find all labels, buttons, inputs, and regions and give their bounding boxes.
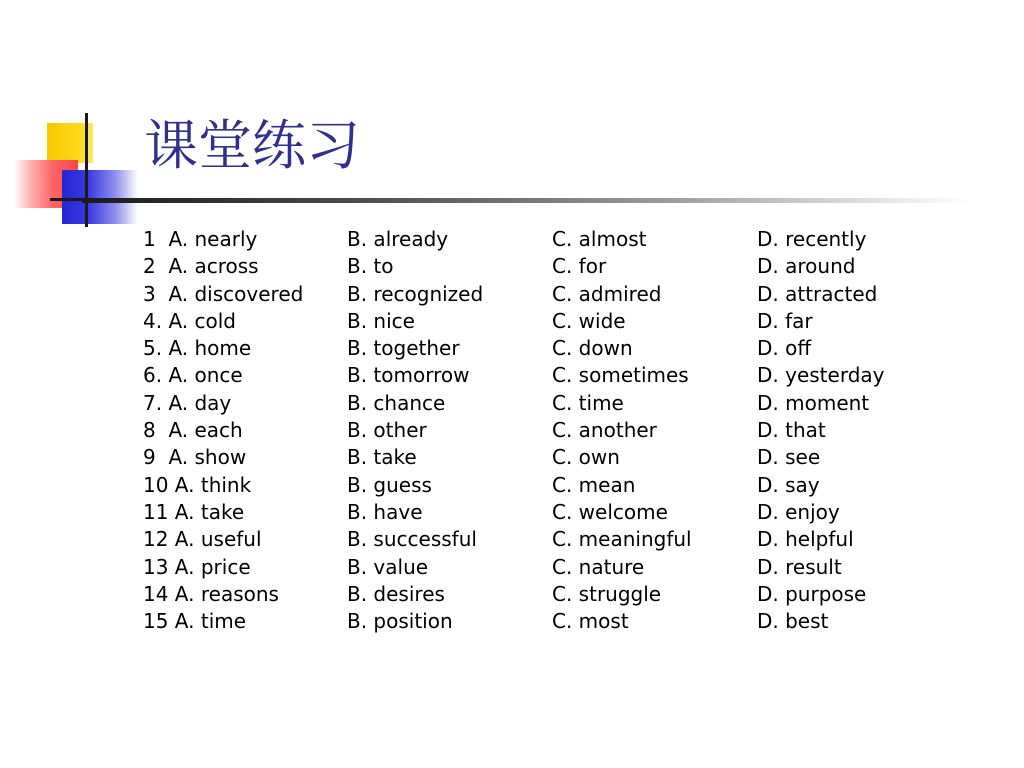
option-b: B. already bbox=[347, 227, 449, 251]
option-c: C. admired bbox=[552, 281, 662, 306]
question-row bbox=[143, 444, 1003, 471]
option-c: C. mean bbox=[552, 472, 636, 497]
option-b: B. successful bbox=[347, 527, 477, 552]
option-a: 9 A. show bbox=[143, 445, 247, 470]
option-b: B. value bbox=[347, 554, 429, 579]
option-c: C. own bbox=[552, 445, 620, 470]
question-row bbox=[143, 308, 1003, 335]
question-row bbox=[143, 499, 1003, 526]
option-b: B. have bbox=[347, 499, 423, 524]
question-row bbox=[143, 226, 1003, 253]
option-c: C. welcome bbox=[552, 499, 668, 524]
option-d: D. moment bbox=[757, 390, 870, 415]
option-b: B. tomorrow bbox=[347, 363, 470, 388]
option-a: 15 A. time bbox=[143, 609, 247, 634]
option-d: D. off bbox=[757, 336, 812, 361]
option-c: C. nature bbox=[552, 554, 645, 579]
option-b: B. together bbox=[347, 336, 460, 361]
option-b: B. position bbox=[347, 609, 453, 634]
option-d: D. far bbox=[757, 308, 813, 333]
question-row bbox=[143, 554, 1003, 581]
option-c: C. most bbox=[552, 609, 629, 634]
option-d: D. attracted bbox=[757, 281, 878, 306]
option-d: D. recently bbox=[757, 227, 867, 251]
option-c: C. another bbox=[552, 418, 657, 443]
option-b: B. desires bbox=[347, 581, 445, 606]
option-a: 8 A. each bbox=[143, 418, 243, 443]
slide-title: 课堂练习 bbox=[144, 114, 360, 177]
title-underline-rule bbox=[82, 198, 972, 203]
option-d: D. see bbox=[757, 445, 821, 470]
question-row bbox=[143, 526, 1003, 553]
option-a: 11 A. take bbox=[143, 499, 245, 524]
option-a: 10 A. think bbox=[143, 472, 252, 497]
option-b: B. other bbox=[347, 418, 427, 443]
option-d: D. yesterday bbox=[757, 363, 885, 388]
option-b: B. guess bbox=[347, 472, 432, 497]
question-row bbox=[143, 362, 1003, 389]
option-d: D. helpful bbox=[757, 527, 854, 552]
option-c: C. time bbox=[552, 390, 624, 415]
option-d: D. that bbox=[757, 418, 826, 443]
option-a: 1 A. nearly bbox=[143, 227, 258, 251]
question-row bbox=[143, 390, 1003, 417]
option-c: C. wide bbox=[552, 308, 626, 333]
question-row bbox=[143, 581, 1003, 608]
option-d: D. say bbox=[757, 472, 820, 497]
option-c: C. meaningful bbox=[552, 527, 692, 552]
option-c: C. for bbox=[552, 254, 607, 279]
logo-vertical-line bbox=[85, 113, 88, 227]
option-d: D. around bbox=[757, 254, 856, 279]
question-row bbox=[143, 608, 1003, 635]
option-d: D. purpose bbox=[757, 581, 867, 606]
question-row bbox=[143, 335, 1003, 362]
option-a: 5. A. home bbox=[143, 336, 252, 361]
option-d: D. enjoy bbox=[757, 499, 840, 524]
option-d: D. best bbox=[757, 609, 829, 634]
option-a: 13 A. price bbox=[143, 554, 251, 579]
question-row bbox=[143, 417, 1003, 444]
option-c: C. struggle bbox=[552, 581, 662, 606]
option-a: 14 A. reasons bbox=[143, 581, 279, 606]
option-a: 2 A. across bbox=[143, 254, 259, 279]
option-b: B. to bbox=[347, 254, 394, 279]
question-row bbox=[143, 472, 1003, 499]
option-c: C. sometimes bbox=[552, 363, 689, 388]
option-a: 4. A. cold bbox=[143, 308, 236, 333]
option-b: B. nice bbox=[347, 308, 415, 333]
question-row bbox=[143, 253, 1003, 280]
option-b: B. take bbox=[347, 445, 417, 470]
exercise-options-list bbox=[143, 226, 1003, 635]
option-a: 12 A. useful bbox=[143, 527, 262, 552]
option-a: 3 A. discovered bbox=[143, 281, 304, 306]
logo-blue-square bbox=[62, 170, 138, 224]
option-b: B. chance bbox=[347, 390, 446, 415]
option-c: C. down bbox=[552, 336, 633, 361]
option-a: 7. A. day bbox=[143, 390, 232, 415]
option-a: 6. A. once bbox=[143, 363, 243, 388]
option-d: D. result bbox=[757, 554, 842, 579]
question-row bbox=[143, 281, 1003, 308]
option-b: B. recognized bbox=[347, 281, 484, 306]
option-c: C. almost bbox=[552, 227, 647, 251]
